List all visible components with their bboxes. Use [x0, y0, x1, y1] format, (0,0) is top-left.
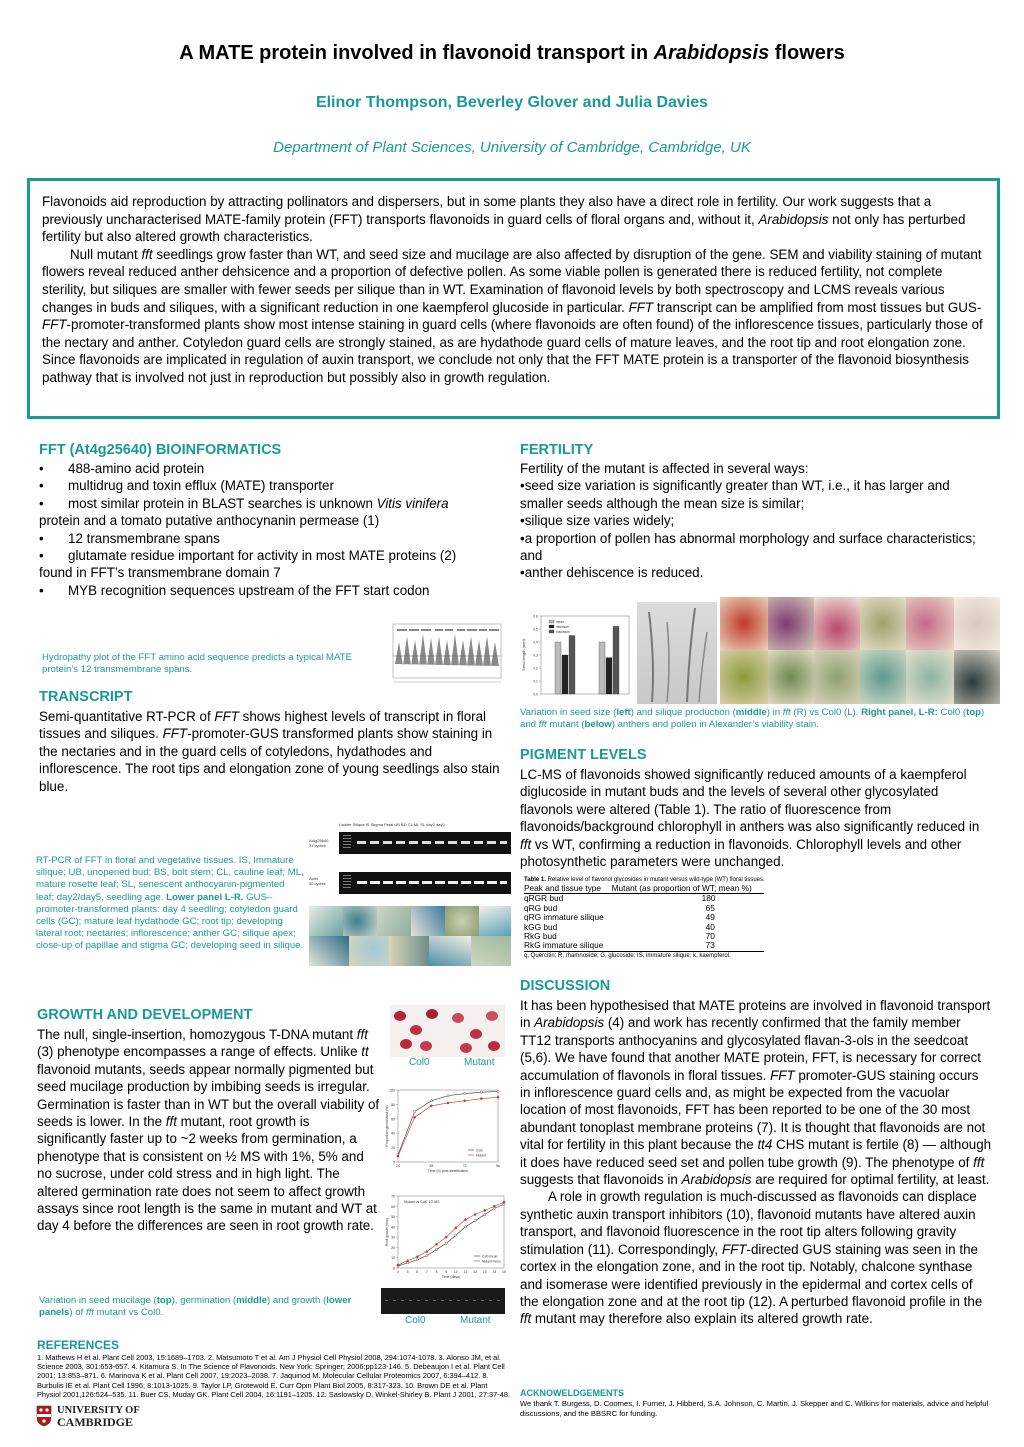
- y-tick-label: 60: [391, 1117, 395, 1122]
- plot-area: [398, 1090, 498, 1162]
- data-point: [464, 1226, 466, 1228]
- y-tick-label: 0.0: [533, 692, 538, 697]
- root-strip-image: [381, 1288, 505, 1314]
- hydropathy-plot: [383, 622, 503, 688]
- legend-label: minimum: [556, 625, 569, 629]
- table-1: [524, 876, 814, 960]
- data-point: [480, 1098, 482, 1100]
- bar-mean: [555, 642, 561, 694]
- logo-line1: UNIVERSITY OF: [57, 1405, 140, 1416]
- x-tick-label: 12: [473, 1270, 478, 1274]
- fertility-caption: Variation in seed size (left) and silique production (middle) in fft (R) vs Col0 (L). Right panel, L-R: Col0 (top) and fft mutant (below) anthers and pollen in Alexander’s viability stain.: [520, 707, 985, 731]
- discussion-heading: DISCUSSION: [520, 978, 611, 994]
- discussion-p1: It has been hypothesised that MATE proteins are involved in flavonoid transport in Arabidopsis (4) and work has recently confirmed that the family member TT12 transports anthocyanins and glycosylated flavan-3-ols in the seedcoat (5,6). We have found that another MATE protein, FFT, is necessary for correct accumulation of flavonols in floral tissues. FFT promoter-GUS staining occurs in inflorescence guard cells and, as might be expected from the vacuolar location of most flavonoids, FFT has been reported to be one of the 30 most abundant tonoplast membrane proteins (7). It is thought that flavonoids are not vital for fertility in this plant because the tt4 CHS mutant is fertile (8) — although it does have reduced seed set and pollen tube growth (9). The phenotype of fft suggests that flavonoids in Arabidopsis are required for optimal fertility, at least.: [520, 998, 992, 1188]
- legend-label: maximum: [556, 630, 570, 634]
- x-tick-label: 15: [502, 1270, 506, 1274]
- x-tick-label: 14: [492, 1270, 497, 1274]
- x-tick-label: 8: [435, 1270, 438, 1274]
- legend-swatch: [549, 630, 554, 633]
- bioinfo-heading: FFT (At4g25640) BIOINFORMATICS: [39, 442, 282, 458]
- table-col-peak: Peak and tissue type: [524, 883, 602, 893]
- table-1-title: Table 1. Relative level of flavonol glycosides in mutant versus wild-type (WT) floral tissues.: [524, 877, 765, 883]
- x-tick-label: 4: [397, 1270, 399, 1274]
- x-axis-label: Time (days): [441, 1275, 461, 1279]
- bioinfo-item: • 12 transmembrane spans: [39, 530, 220, 546]
- data-point: [447, 1095, 449, 1097]
- mucilage-label-mutant: Mutant: [464, 1057, 495, 1068]
- legend-label: Mutant mean: [482, 1259, 501, 1264]
- data-point: [474, 1213, 476, 1215]
- gel-lane-labels: Ladder Silique IS Stigma Petal UB BD CL ML SL day2 day5: [339, 822, 445, 827]
- y-tick-label: 20: [391, 1245, 395, 1250]
- data-point: [407, 1260, 409, 1262]
- y-tick-label: 70: [391, 1194, 395, 1199]
- transcript-heading: TRANSCRIPT: [39, 689, 133, 705]
- chart-title: Mutant vs Col0 1/2 MS: [404, 1200, 440, 1204]
- y-tick-label: 50: [391, 1215, 395, 1220]
- gel-band-row-2: [339, 872, 511, 894]
- discussion-text: [520, 997, 992, 1328]
- x-axis-label: Time (h) post-stratification: [427, 1169, 469, 1173]
- x-tick-label: 96: [496, 1164, 500, 1168]
- root-growth-chart: [380, 1192, 510, 1282]
- seed-size-chart: [519, 610, 634, 702]
- discussion-p2: A role in growth regulation is much-discussed as flavonoids can displace synthetic auxin transport inhibitors (10), flavonoid mutants have altered auxin transport, and flavonoid fluorescence in the root tip alters following gravity stimulation (11). Correspondingly, FFT-directed GUS staining was seen in the cortex in the elongation zone, and in the root tip. Notably, chalcone synthase and isomerase were identified previously in the epidermal and cortex cells of the elongation zone and at the root tip (12). A perturbed flavonoid profile in the fft mutant may therefore also explain its altered growth rate.: [520, 1189, 983, 1327]
- bioinfo-item: • glutamate residue important for activity in most MATE proteins (2): [39, 548, 457, 564]
- x-tick-label: 9: [445, 1270, 448, 1274]
- y-axis-label: Root growth (mm): [385, 1217, 389, 1247]
- table-1-grid: [524, 884, 764, 952]
- data-point: [416, 1256, 418, 1258]
- gel-label-target: At4g25640 31 cycles: [309, 838, 329, 848]
- data-point: [464, 1219, 466, 1221]
- abstract-box: [27, 178, 1000, 419]
- silique-image: [637, 602, 717, 704]
- growth-caption: Variation in seed mucilage (top), germination (middle) and growth (lower panels) of fft mutant vs Col0.: [39, 1295, 352, 1319]
- x-tick-label: 48: [429, 1164, 434, 1168]
- table-1-footnote: q, Quercitin; R, rhamnoside; G, glucoside; IS, immature silique; k, kaempferol.: [524, 952, 731, 959]
- y-tick-label: 0.2: [533, 666, 538, 671]
- data-point: [455, 1227, 457, 1229]
- bioinfo-item: • 488-amino acid protein: [39, 461, 205, 476]
- cambridge-logo: [36, 1403, 196, 1433]
- y-tick-label: 0.5: [533, 627, 538, 632]
- authors: Elinor Thompson, Beverley Glover and Julia Davies: [315, 94, 709, 111]
- pigment-text: LC-MS of flavonoids showed significantly reduced amounts of a kaempferol diglucoside in mutant buds and the levels of several other glycosylated flavonols were altered (Table 1). The ratio of fluorescence from flavonoids/background chlorophyll in anthers was also significantly reduced in fft vs WT, confirming a reduction in flavonoids. Chlorophyll levels and other photosynthetic parameters were unchanged.: [520, 767, 980, 870]
- data-point: [497, 1090, 499, 1092]
- bioinfo-item: • most similar protein in BLAST searches is unknown Vitis vinifera: [39, 495, 449, 511]
- legend-swatch: [549, 625, 554, 628]
- data-point: [493, 1205, 495, 1207]
- root-label-mutant: Mutant: [460, 1315, 491, 1326]
- data-point: [464, 1100, 466, 1102]
- data-point: [455, 1234, 457, 1236]
- germination-chart: [380, 1084, 505, 1184]
- bioinfo-item-cont: found in FFT’s transmembrane domain 7: [39, 565, 281, 581]
- data-point: [397, 1264, 399, 1266]
- references-text: 1. Mathews H et al. Plant Cell 2003, 15:1689–1703. 2. Matsumoto T et al. Am J Physiol Cell Physiol 2008, 294:1074-1078. 3. Alonso JM, et al. Science 2003, 301:653-657. 4. Kitamura S. In The Science of Flavonoids. New York: Springer; 2006;pp123-146. 5. Debeaujon I et al. Plant Cell 2001; 13:853–871. 6. Marinova K et al. Plant Cell 2007, 19:2023–2038. 7. Jaquinod M. Molecular Cellular Proteomics 2007, 6:394–412. 8. Burbulis IE et al. Plant Cell 1996; 8:1013-1025. 9. Taylor LP, Grotewold E. Curr Opin Plant Biol 2005, 8:317-323. 10. Brown DE et al. Plant Physiol 2001,126:524–535. 11. Buer CS, Muday GK. Plant Cell 2004, 16:1191–1205. 12. Saslowsky D, Winkel-Shirley B. Plant J 2001, 27:37-48.: [37, 1353, 511, 1399]
- table-row: kGG bud 40: [524, 921, 715, 932]
- data-point: [497, 1096, 499, 1098]
- bar-minimum: [606, 658, 612, 694]
- bar-maximum: [569, 636, 575, 695]
- fertility-item: •a proportion of pollen has abnormal morphology and surface characteristics; and: [520, 530, 976, 564]
- ack-text: We thank T. Burgess, D. Coomes, I. Furner, J. Hibberd, S.A. Johnson, C. Martin, J. Skepper and C. Wilkins for materials, advice and helpful discussions, and the BBSRC for funding.: [520, 1399, 989, 1418]
- poster-title: A MATE protein involved in flavonoid transport in Arabidopsis flowers: [179, 42, 845, 64]
- bioinfo-item: • MYB recognition sequences upstream of the FFT start codon: [39, 582, 430, 598]
- y-tick-label: 100: [389, 1088, 395, 1093]
- legend-label: Mutant: [476, 1153, 486, 1158]
- seed-mucilage-image: [390, 1005, 505, 1057]
- legend-label: Col0 mean: [482, 1254, 498, 1259]
- transcript-text: Semi-quantitative RT-PCR of FFT shows highest levels of transcript in floral tissues and siliques. FFT-promoter-GUS transformed plants show staining in the nectaries and in the guard cells of cotyledons, hydathodes and inflorescence. The root tips and elongation zone of young seedlings also stain blue.: [39, 709, 500, 794]
- y-tick-label: 60: [391, 1204, 395, 1209]
- fertility-heading: FERTILITY: [520, 442, 594, 458]
- fertility-item: •seed size variation is significantly greater than WT, i.e., it has larger and smaller seeds although the mean size is similar;: [520, 478, 950, 511]
- data-point: [435, 1248, 437, 1250]
- anther-pollen-images: [720, 597, 1000, 704]
- data-point: [426, 1250, 428, 1252]
- rt-pcr-gel: [309, 822, 511, 900]
- table-row: qRG bud 65: [524, 902, 715, 913]
- data-point: [484, 1209, 486, 1211]
- data-point: [430, 1100, 432, 1102]
- data-point: [430, 1105, 432, 1107]
- data-point: [445, 1242, 447, 1244]
- y-tick-label: 0: [393, 1160, 395, 1165]
- y-tick-label: 40: [391, 1131, 395, 1136]
- x-tick-label: 5: [406, 1270, 409, 1274]
- table-header-row: [524, 884, 764, 894]
- table-col-mutant: Mutant (as proportion of WT; mean %): [611, 883, 752, 893]
- x-tick-label: 10: [453, 1270, 458, 1274]
- cambridge-shield-icon: [36, 1405, 52, 1427]
- x-tick-label: 72: [462, 1164, 467, 1168]
- transcript-caption: RT-PCR of FFT in floral and vegetative tissues. IS, Immature silique; UB, unopened bud; BS, bolt stem; CL, cauline leaf; ML, mature rosette leaf; SL, senescent anthocyanin-pigmented leaf; day2/day5, seedling age. Lower panel L-R. GUS–promoter-transformed plants: day 4 seedling; cotyledon guard cells (GC); mature leaf hydathode GC; root tip; developing lateral root; nectaries; inflorescence; anther GC; silique apex; close-up of papillae and stigma GC; developing seed in silique.: [36, 855, 304, 952]
- logo-line2: CAMBRIDGE: [57, 1415, 134, 1429]
- bar-maximum: [613, 626, 619, 694]
- y-tick-label: 20: [391, 1146, 395, 1151]
- growth-heading: GROWTH AND DEVELOPMENT: [37, 1007, 253, 1023]
- data-point: [435, 1243, 437, 1245]
- mucilage-label-col0: Col0: [409, 1057, 430, 1068]
- abstract-p2: Null mutant fft seedlings grow faster than WT, and seed size and mucilage are also affected by disruption of the gene. SEM and viability staining of mutant flowers reveal reduced anther dehsicence and a proportion of defective pollen. As some viable pollen is generated there is reduced fertility, not complete sterility, but siliques are smaller with fewer seeds per silique than in WT. Examination of flavonoid levels by both spectroscopy and LCMS reveals various changes in buds and siliques, with a significant reduction in one kaempferol glucoside in particular. FFT transcript can be amplified from most tissues but GUS-FFT-promoter-transformed plants show most intense staining in guard cells (where flavonoids are often found) of the inflorescence tissues, particularly those of the nectary and anther. Cotyledon guard cells are strongly stained, as are hydathode guard cells of mature leaves, and the root tip and root elongation zone. Since flavonoids are implicated in regulation of auxin transport, we conclude not only that the FFT MATE protein is a transporter of the flavonoid biosynthesis pathway that is involved not just in reproduction but possibly also in growth regulation.: [42, 246, 983, 385]
- bioinfo-item-cont: protein and a tomato putative anthocynanin permease (1): [39, 513, 380, 529]
- bioinfo-item: • multidrug and toxin efflux (MATE) transporter: [39, 478, 334, 494]
- gel-band-row-1: [339, 832, 511, 854]
- data-point: [445, 1236, 447, 1238]
- x-tick-label: 7: [425, 1270, 428, 1274]
- legend-label: mean: [556, 620, 564, 624]
- data-point: [426, 1255, 428, 1257]
- data-point: [397, 1155, 399, 1157]
- pigment-heading: PIGMENT LEVELS: [520, 747, 647, 763]
- x-tick-label: 11: [463, 1270, 468, 1274]
- y-tick-label: 10: [391, 1256, 395, 1261]
- abstract-p1: Flavonoids aid reproduction by attracting pollinators and dispersers, but in some plants they also have a direct role in fertility. Our work suggests that a previously uncharacterised MATE-family protein (FFT) transports flavonoids in guard cells of floral organs and, without it, Arabidopsis not only has perturbed fertility but also altered growth characteristics.: [42, 194, 966, 245]
- y-tick-label: 0.1: [533, 679, 538, 684]
- y-tick-label: 0: [393, 1266, 395, 1271]
- y-tick-label: 40: [391, 1225, 395, 1230]
- x-tick-label: 6: [416, 1270, 419, 1274]
- data-point: [464, 1093, 466, 1095]
- hydropathy-caption: Hydropathy plot of the FFT amino acid sequence predicts a typical MATE protein’s 12 transmembrane spans.: [42, 652, 352, 676]
- x-tick-label: 13: [482, 1270, 487, 1274]
- references-heading: REFERENCES: [37, 1338, 120, 1352]
- y-tick-label: 0.6: [533, 614, 538, 619]
- fertility-item: •silique size varies widely;: [520, 513, 675, 529]
- data-point: [484, 1213, 486, 1215]
- y-tick-label: 0.4: [533, 640, 538, 645]
- data-point: [480, 1091, 482, 1093]
- table-row: RkG bud 70: [524, 931, 715, 942]
- legend-swatch: [549, 620, 554, 623]
- bar-minimum: [562, 655, 568, 694]
- y-tick-label: 0.3: [533, 653, 538, 658]
- data-point: [503, 1201, 505, 1203]
- table-row: qRG immature silique 49: [524, 912, 715, 923]
- ack-heading: ACKNOWELDGEMENTS: [520, 1388, 624, 1398]
- department: Department of Plant Sciences, University of Cambridge, Cambridge, UK: [273, 139, 751, 156]
- data-point: [414, 1111, 416, 1113]
- gus-image-strip: [309, 906, 511, 966]
- fertility-item: •anther dehiscence is reduced.: [520, 565, 704, 581]
- y-tick-label: 80: [391, 1102, 395, 1107]
- y-axis-label: Proportion germinated (%): [385, 1105, 389, 1147]
- data-point: [474, 1220, 476, 1222]
- fertility-intro: Fertility of the mutant is affected in several ways:: [520, 461, 809, 476]
- table-row: qRGR bud 180: [524, 893, 716, 904]
- root-label-col0: Col0: [405, 1315, 426, 1326]
- fertility-text: [520, 460, 995, 582]
- growth-text: The null, single-insertion, homozygous T-DNA mutant fft (3) phenotype encompasses a range of effects. Unlike tt flavonoid mutants, seeds appear normally pigmented but seed mucilage production by imbibing seeds is irregular. Germination is faster than in WT but the overall viability of seeds is lower. In the fft mutant, root growth is significantly faster up to ~2 weeks from germination, a phenotype that is consistent on ½ MS with 1%, 5% and no sucrose, under cold stress and in high light. The altered germination rate does not seem to affect growth assays since root length is the same in mutant and WT at day 4 before the differences are seen in root growth rate.: [37, 1027, 380, 1234]
- data-point: [416, 1259, 418, 1261]
- legend-label: Col0: [476, 1148, 483, 1153]
- x-tick-label: 24: [396, 1164, 400, 1168]
- data-point: [447, 1102, 449, 1104]
- data-point: [414, 1116, 416, 1118]
- bioinfo-list: [39, 460, 499, 599]
- bar-mean: [599, 642, 605, 694]
- table-row: RkG immature silique 73: [524, 941, 764, 951]
- gel-label-actin: Actin 30 cycles: [309, 876, 326, 886]
- y-axis-label: Seed length (mm): [521, 639, 526, 671]
- y-tick-label: 30: [391, 1235, 395, 1240]
